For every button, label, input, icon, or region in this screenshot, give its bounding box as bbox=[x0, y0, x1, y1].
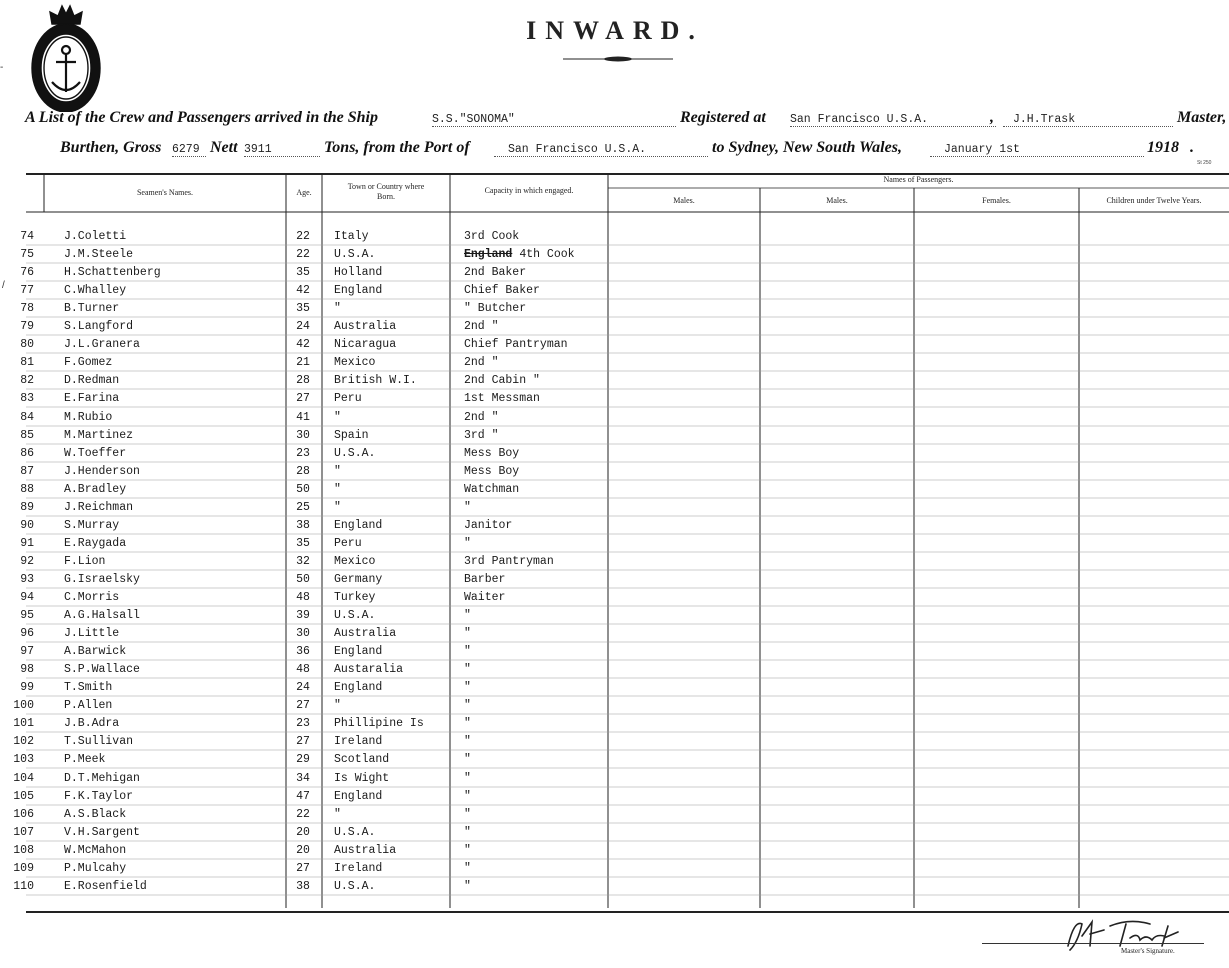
seaman-name: P.Meek bbox=[64, 753, 106, 766]
seaman-name: E.Farina bbox=[64, 392, 120, 405]
seaman-name: S.Langford bbox=[64, 320, 134, 333]
seaman-name: W.McMahon bbox=[64, 844, 127, 857]
row-number: 104 bbox=[13, 772, 34, 785]
row-number: 101 bbox=[13, 717, 34, 730]
seaman-age: 22 bbox=[296, 248, 310, 261]
seaman-age: 42 bbox=[296, 284, 310, 297]
row-number: 80 bbox=[20, 338, 34, 351]
row-number: 109 bbox=[13, 862, 34, 875]
margin-tick: - bbox=[0, 62, 4, 73]
col-females: Females. bbox=[982, 196, 1011, 205]
row-number: 93 bbox=[20, 573, 34, 586]
seaman-age: 25 bbox=[296, 501, 310, 514]
capacity: Mess Boy bbox=[464, 465, 520, 478]
seaman-name: W.Toeffer bbox=[64, 447, 127, 460]
birthplace: U.S.A. bbox=[334, 826, 376, 839]
seaman-name: P.Mulcahy bbox=[64, 862, 127, 875]
seaman-name: J.Henderson bbox=[64, 465, 140, 478]
birthplace: Spain bbox=[334, 429, 369, 442]
comma-text: , bbox=[990, 109, 994, 126]
signature-label: Master's Signature. bbox=[1121, 947, 1175, 955]
seaman-name: A.Barwick bbox=[64, 645, 127, 658]
row-number: 96 bbox=[20, 627, 34, 640]
col-passengers: Names of Passengers. bbox=[883, 175, 954, 184]
seaman-age: 22 bbox=[296, 230, 310, 243]
seaman-name: E.Rosenfield bbox=[64, 880, 147, 893]
birthplace: " bbox=[334, 483, 341, 496]
capacity: 2nd Cabin " bbox=[464, 374, 540, 387]
seaman-age: 24 bbox=[296, 681, 310, 694]
birthplace: Holland bbox=[334, 266, 383, 279]
seaman-name: A.G.Halsall bbox=[64, 609, 140, 622]
row-number: 102 bbox=[13, 735, 34, 748]
capacity: " bbox=[464, 609, 471, 622]
capacity: " bbox=[464, 663, 471, 676]
seaman-name: B.Turner bbox=[64, 302, 120, 315]
signature-line bbox=[982, 943, 1204, 944]
birthplace: Turkey bbox=[334, 591, 376, 604]
col-seamen-names: Seamen's Names. bbox=[136, 188, 194, 197]
seaman-age: 50 bbox=[296, 483, 310, 496]
seaman-name: P.Allen bbox=[64, 699, 113, 712]
form-code: St 250 bbox=[1197, 160, 1212, 166]
seaman-name: J.M.Steele bbox=[64, 248, 134, 261]
capacity: " bbox=[464, 753, 471, 766]
seaman-age: 38 bbox=[296, 880, 310, 893]
row-number: 92 bbox=[20, 555, 34, 568]
row-number: 79 bbox=[20, 320, 34, 333]
capacity: " bbox=[464, 681, 471, 694]
master-label: Master, bbox=[1177, 109, 1227, 126]
seaman-age: 48 bbox=[296, 591, 310, 604]
seaman-name: F.Gomez bbox=[64, 356, 113, 369]
seaman-age: 29 bbox=[296, 753, 310, 766]
capacity-text: 4th Cook bbox=[519, 248, 575, 261]
birthplace: England bbox=[334, 790, 383, 803]
seaman-age: 30 bbox=[296, 429, 310, 442]
seaman-age: 38 bbox=[296, 519, 310, 532]
row-number: 107 bbox=[13, 826, 34, 839]
capacity: 2nd " bbox=[464, 411, 499, 424]
birthplace: " bbox=[334, 501, 341, 514]
seaman-name: D.T.Mehigan bbox=[64, 772, 140, 785]
capacity: " Butcher bbox=[464, 302, 527, 315]
row-number: 82 bbox=[20, 374, 34, 387]
birthplace: U.S.A. bbox=[334, 248, 376, 261]
capacity: " bbox=[464, 826, 471, 839]
ship-name-field: S.S."SONOMA" bbox=[432, 113, 676, 127]
seaman-name: F.K.Taylor bbox=[64, 790, 134, 803]
row-number: 88 bbox=[20, 483, 34, 496]
seaman-name: M.Rubio bbox=[64, 411, 113, 424]
seaman-age: 27 bbox=[296, 862, 310, 875]
col-males-1: Males. bbox=[673, 196, 695, 205]
birthplace: " bbox=[334, 808, 341, 821]
row-number: 106 bbox=[13, 808, 34, 821]
capacity: " bbox=[464, 790, 471, 803]
seaman-name: E.Raygada bbox=[64, 537, 127, 550]
seaman-age: 23 bbox=[296, 447, 310, 460]
birthplace: Australia bbox=[334, 627, 397, 640]
burthen-label: Burthen, Gross bbox=[60, 139, 162, 156]
capacity: 2nd " bbox=[464, 356, 499, 369]
seaman-age: 39 bbox=[296, 609, 310, 622]
birthplace: Mexico bbox=[334, 356, 376, 369]
capacity: 3rd Cook bbox=[464, 230, 520, 243]
birthplace: Nicaragua bbox=[334, 338, 397, 351]
row-number: 100 bbox=[13, 699, 34, 712]
capacity: " bbox=[464, 862, 471, 875]
seaman-age: 36 bbox=[296, 645, 310, 658]
birthplace: Italy bbox=[334, 230, 369, 243]
birthplace: Peru bbox=[334, 392, 362, 405]
capacity: " bbox=[464, 627, 471, 640]
birthplace: Ireland bbox=[334, 862, 383, 875]
arrival-date-field: January 1st bbox=[930, 143, 1144, 157]
seaman-name: J.Coletti bbox=[64, 230, 127, 243]
seaman-age: 27 bbox=[296, 392, 310, 405]
capacity: " bbox=[464, 501, 471, 514]
birthplace: Ireland bbox=[334, 735, 383, 748]
capacity: Janitor bbox=[464, 519, 513, 532]
margin-tick: / bbox=[2, 280, 5, 291]
master-name-field: J.H.Trask bbox=[1003, 113, 1173, 127]
capacity: " bbox=[464, 537, 471, 550]
birthplace: U.S.A. bbox=[334, 447, 376, 460]
line-end-dot: . bbox=[1190, 139, 1194, 156]
seaman-age: 48 bbox=[296, 663, 310, 676]
capacity: Barber bbox=[464, 573, 506, 586]
capacity: " bbox=[464, 645, 471, 658]
tons-port-label: Tons, from the Port of bbox=[324, 139, 470, 156]
capacity: Chief Baker bbox=[464, 284, 540, 297]
seaman-name: A.S.Black bbox=[64, 808, 127, 821]
seaman-age: 21 bbox=[296, 356, 310, 369]
col-males-2: Males. bbox=[826, 196, 848, 205]
row-number: 85 bbox=[20, 429, 34, 442]
row-number: 86 bbox=[20, 447, 34, 460]
seaman-name: C.Whalley bbox=[64, 284, 127, 297]
seaman-name: S.Murray bbox=[64, 519, 120, 532]
birthplace: " bbox=[334, 302, 341, 315]
capacity: " bbox=[464, 808, 471, 821]
capacity: 3rd " bbox=[464, 429, 499, 442]
row-number: 103 bbox=[13, 753, 34, 766]
row-number: 84 bbox=[20, 411, 34, 424]
birthplace: Is Wight bbox=[334, 772, 390, 785]
seaman-name: F.Lion bbox=[64, 555, 106, 568]
seaman-age: 47 bbox=[296, 790, 310, 803]
seaman-age: 42 bbox=[296, 338, 310, 351]
seaman-age: 20 bbox=[296, 844, 310, 857]
row-number: 78 bbox=[20, 302, 34, 315]
birthplace: Australia bbox=[334, 844, 397, 857]
capacity: " bbox=[464, 699, 471, 712]
row-number: 110 bbox=[13, 880, 34, 893]
seaman-age: 23 bbox=[296, 717, 310, 730]
seaman-age: 50 bbox=[296, 573, 310, 586]
birthplace: Peru bbox=[334, 537, 362, 550]
seaman-name: J.Reichman bbox=[64, 501, 134, 514]
seaman-name: T.Sullivan bbox=[64, 735, 134, 748]
year-text: 1918 bbox=[1147, 139, 1179, 156]
capacity: " bbox=[464, 844, 471, 857]
nett-label: Nett bbox=[210, 139, 238, 156]
seaman-age: 32 bbox=[296, 555, 310, 568]
row-number: 77 bbox=[20, 284, 34, 297]
row-number: 83 bbox=[20, 392, 34, 405]
gross-tonnage-field: 6279 bbox=[172, 143, 206, 157]
birthplace: Phillipine Is bbox=[334, 717, 424, 730]
row-number: 74 bbox=[20, 230, 34, 243]
col-capacity: Capacity in which engaged. bbox=[484, 186, 574, 195]
capacity: Mess Boy bbox=[464, 447, 520, 460]
seaman-name: V.H.Sargent bbox=[64, 826, 140, 839]
row-number: 76 bbox=[20, 266, 34, 279]
row-number: 99 bbox=[20, 681, 34, 694]
birthplace: " bbox=[334, 699, 341, 712]
row-number: 95 bbox=[20, 609, 34, 622]
seaman-name: J.L.Granera bbox=[64, 338, 140, 351]
row-number: 105 bbox=[13, 790, 34, 803]
capacity bbox=[464, 247, 606, 263]
seaman-age: 30 bbox=[296, 627, 310, 640]
birthplace: England bbox=[334, 645, 383, 658]
birthplace: U.S.A. bbox=[334, 880, 376, 893]
list-lead-text: A List of the Crew and Passengers arrived in the Ship bbox=[25, 109, 378, 126]
seaman-name: H.Schattenberg bbox=[64, 266, 161, 279]
capacity: Waiter bbox=[464, 591, 506, 604]
capacity: 3rd Pantryman bbox=[464, 555, 554, 568]
capacity: 2nd Baker bbox=[464, 266, 527, 279]
destination-label: to Sydney, New South Wales, bbox=[712, 139, 902, 156]
birthplace: Mexico bbox=[334, 555, 376, 568]
seaman-age: 28 bbox=[296, 374, 310, 387]
row-number: 97 bbox=[20, 645, 34, 658]
departure-port-field: San Francisco U.S.A. bbox=[494, 143, 708, 157]
capacity: Watchman bbox=[464, 483, 520, 496]
col-age: Age. bbox=[296, 188, 312, 197]
registered-label: Registered at bbox=[680, 109, 766, 126]
col-children: Children under Twelve Years. bbox=[1106, 196, 1202, 205]
struck-text: England bbox=[464, 248, 513, 261]
row-number: 81 bbox=[20, 356, 34, 369]
registered-port-field: San Francisco U.S.A. bbox=[790, 113, 996, 127]
capacity: " bbox=[464, 717, 471, 730]
seaman-name: A.Bradley bbox=[64, 483, 127, 496]
row-number: 108 bbox=[13, 844, 34, 857]
seaman-age: 41 bbox=[296, 411, 310, 424]
seaman-name: T.Smith bbox=[64, 681, 113, 694]
birthplace: U.S.A. bbox=[334, 609, 376, 622]
seaman-age: 27 bbox=[296, 699, 310, 712]
capacity: Chief Pantryman bbox=[464, 338, 568, 351]
seaman-age: 35 bbox=[296, 266, 310, 279]
seaman-age: 28 bbox=[296, 465, 310, 478]
seaman-age: 22 bbox=[296, 808, 310, 821]
capacity: " bbox=[464, 880, 471, 893]
seaman-age: 27 bbox=[296, 735, 310, 748]
row-number: 98 bbox=[20, 663, 34, 676]
capacity: " bbox=[464, 735, 471, 748]
row-number: 91 bbox=[20, 537, 34, 550]
seaman-age: 35 bbox=[296, 302, 310, 315]
seaman-name: G.Israelsky bbox=[64, 573, 140, 586]
seaman-name: C.Morris bbox=[64, 591, 120, 604]
row-number: 94 bbox=[20, 591, 34, 604]
seaman-age: 34 bbox=[296, 772, 310, 785]
seaman-age: 35 bbox=[296, 537, 310, 550]
row-number: 75 bbox=[20, 248, 34, 261]
seaman-name: J.B.Adra bbox=[64, 717, 120, 730]
row-number: 87 bbox=[20, 465, 34, 478]
birthplace: England bbox=[334, 284, 383, 297]
row-number: 90 bbox=[20, 519, 34, 532]
seaman-age: 24 bbox=[296, 320, 310, 333]
nett-tonnage-field: 3911 bbox=[244, 143, 320, 157]
document-title: INWARD. bbox=[526, 16, 704, 45]
birthplace: Austaralia bbox=[334, 663, 404, 676]
birthplace: " bbox=[334, 465, 341, 478]
row-number: 89 bbox=[20, 501, 34, 514]
birthplace: British W.I. bbox=[334, 374, 417, 387]
capacity: " bbox=[464, 772, 471, 785]
seaman-name: S.P.Wallace bbox=[64, 663, 140, 676]
seaman-name: J.Little bbox=[64, 627, 120, 640]
seaman-name: D.Redman bbox=[64, 374, 120, 387]
capacity: 1st Messman bbox=[464, 392, 540, 405]
seaman-age: 20 bbox=[296, 826, 310, 839]
seaman-name: M.Martinez bbox=[64, 429, 134, 442]
birthplace: Australia bbox=[334, 320, 397, 333]
capacity: 2nd " bbox=[464, 320, 499, 333]
col-town: Town or Country where Born. bbox=[347, 182, 425, 201]
birthplace: " bbox=[334, 411, 341, 424]
birthplace: England bbox=[334, 519, 383, 532]
birthplace: England bbox=[334, 681, 383, 694]
birthplace: Germany bbox=[334, 573, 383, 586]
birthplace: Scotland bbox=[334, 753, 390, 766]
